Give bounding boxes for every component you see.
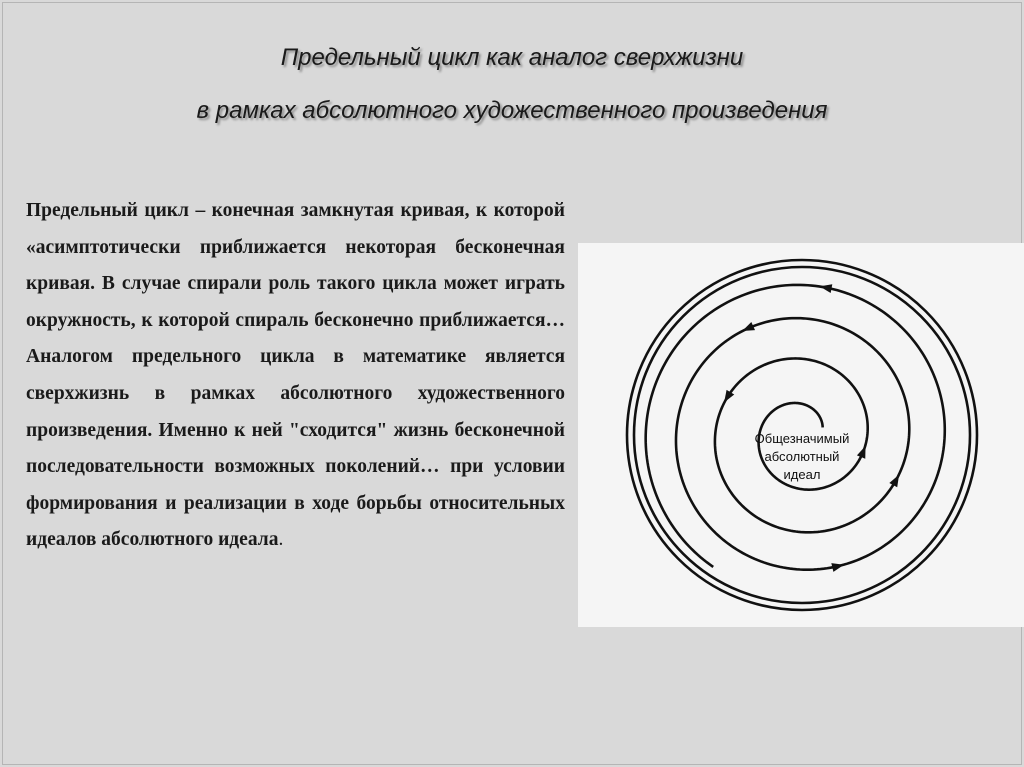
spiral-arrows [720,282,903,572]
figure-label-line-3: идеал [783,467,821,482]
spiral-diagram [578,243,1024,627]
figure-label-line-2: абсолютный [764,449,840,464]
spiral-arrow-3 [889,472,903,487]
spiral-arrow-4 [740,322,755,335]
body-tail-text: . [278,529,284,551]
slide-title-line-1: Предельный цикл как аналог сверхжизни [280,44,744,71]
body-paragraph [26,193,565,559]
spiral-arrow-1 [857,444,870,458]
slide-title-line-2: в рамках абсолютного художественного произведения [196,97,828,124]
body-main-text: Предельный цикл – конечная замкнутая кривая, к которой «асимптотически приближается некоторая бесконечная кривая. В случае спирали роль такого цикла может играть окружность, к которой спираль бесконечно приближается… Аналогом предельного цикла в математике является сверхжизнь в рамках абсолютного художественного произведения. Именно к ней "сходится" жизнь бесконечной последовательности возможных поколений… при условии формирования и реализации в ходе борьбы относительных идеалов абсолютного идеала [26,200,565,551]
limit-cycle-figure [578,243,1024,627]
spiral-path [646,285,945,570]
figure-label-line-1: Общезначимый [754,431,850,446]
